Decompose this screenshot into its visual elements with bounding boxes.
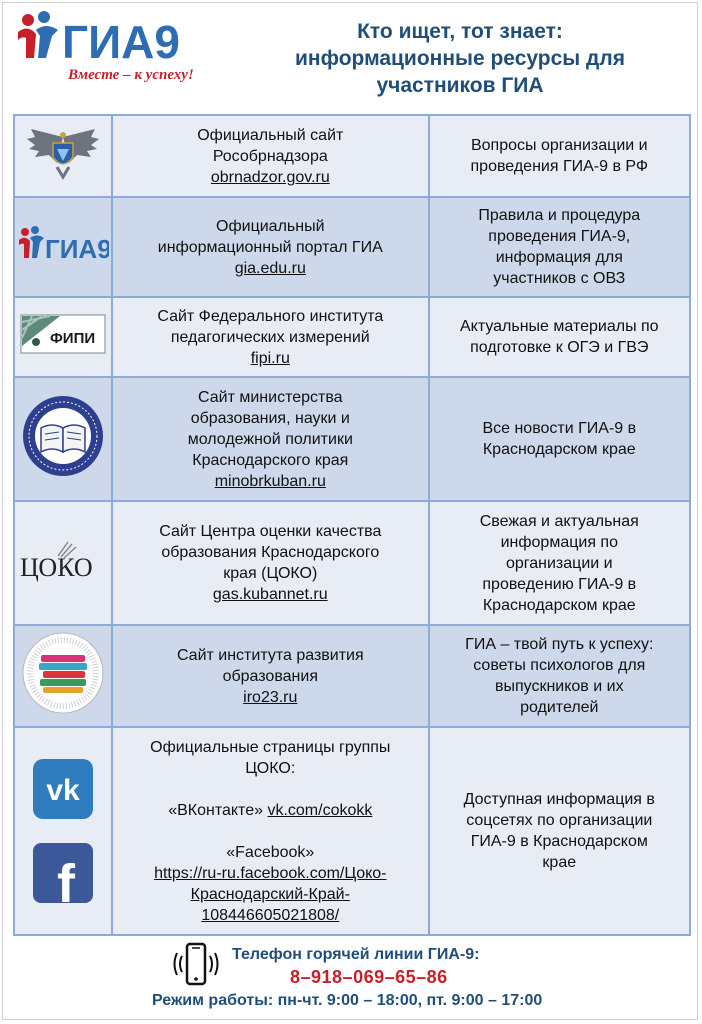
facebook-link-line-1[interactable]: https://ru-ru.facebook.com/Цоко- xyxy=(154,864,387,882)
vk-icon[interactable] xyxy=(32,758,94,820)
gas-kubannet-link[interactable]: gas.kubannet.ru xyxy=(212,586,328,603)
desc-cell: Свежая и актуальная информация по организации и проведению ГИА-9 в Краснодарском крае xyxy=(429,501,690,625)
vk-line: «ВКонтакте» vk.com/cokokk xyxy=(168,801,373,819)
desc-cell: Все новости ГИА-9 в Краснодарском крае xyxy=(429,377,690,501)
minobrkuban-link[interactable]: minobrkuban.ru xyxy=(214,472,326,490)
work-hours: Режим работы: пн-чт. 9:00 – 18:00, пт. 9:00 – 17:00 xyxy=(152,992,543,1009)
coko-logo-icon xyxy=(18,538,108,582)
gia-edu-link[interactable]: gia.edu.ru xyxy=(234,259,306,277)
desc-cell: Вопросы организации и проведения ГИА-9 в РФ xyxy=(429,115,690,197)
table-row xyxy=(14,501,690,625)
row-icon-cell xyxy=(14,625,112,727)
site-cell: Сайт министерства образования, науки и молодежной политики Краснодарского края minobrkuban.ru xyxy=(112,377,429,501)
gia9-logo-icon xyxy=(14,10,224,66)
fipi-link[interactable]: fipi.ru xyxy=(250,349,290,367)
title-line-1: Кто ищет, тот знает: xyxy=(357,20,563,43)
page-title xyxy=(240,18,680,99)
desc-cell: Правила и процедура проведения ГИА-9, информация для участников с ОВЗ xyxy=(429,197,690,297)
gia9-logo-icon xyxy=(17,222,109,266)
svg-text:ФИПИ: ФИПИ xyxy=(50,330,96,347)
row-icon-cell xyxy=(14,377,112,501)
resources-table xyxy=(13,114,691,936)
facebook-link-line-2[interactable]: Краснодарский-Край- xyxy=(190,885,350,903)
table-row xyxy=(14,297,690,377)
svg-text:f: f xyxy=(57,854,75,904)
title-line-3: участников ГИА xyxy=(376,74,544,97)
site-cell: Официальные страницы группы ЦОКО: «ВКонтакте» vk.com/cokokk «Facebook» https://ru-ru.facebook.com/Цоко- Краснодарский-Край- 108446605021808/ xyxy=(112,727,429,935)
title-line-2: информационные ресурсы для xyxy=(295,47,625,70)
row-icon-cell xyxy=(14,115,112,197)
table-row xyxy=(14,115,690,197)
desc-cell: Доступная информация в соцсетях по организации ГИА-9 в Краснодарском крае xyxy=(429,727,690,935)
site-cell: Официальный информационный портал ГИА gia.edu.ru xyxy=(112,197,429,297)
svg-text:vk: vk xyxy=(46,774,80,807)
obrnadzor-link[interactable]: obrnadzor.gov.ru xyxy=(210,168,330,186)
svg-text:ЦОКО: ЦОКО xyxy=(20,553,93,582)
row-icon-cell xyxy=(14,727,112,935)
table-row xyxy=(14,625,690,727)
hotline-label: Телефон горячей линии ГИА-9: xyxy=(232,946,480,963)
rosobrnadzor-emblem-icon xyxy=(23,123,103,183)
iro-books-emblem-icon xyxy=(21,631,105,715)
row-icon-cell xyxy=(14,501,112,625)
gia9-logo xyxy=(14,10,224,90)
site-cell: Официальный сайт Рособрнадзора obrnadzor.gov.ru xyxy=(112,115,429,197)
site-cell: Сайт института развития образования iro23.ru xyxy=(112,625,429,727)
fipi-logo-icon xyxy=(20,314,106,354)
desc-cell: Актуальные материалы по подготовке к ОГЭ и ГВЭ xyxy=(429,297,690,377)
table-row xyxy=(14,377,690,501)
svg-text:ГИА9: ГИА9 xyxy=(62,16,180,66)
facebook-link-line-3[interactable]: 108446605021808/ xyxy=(201,906,340,924)
svg-text:ГИА9: ГИА9 xyxy=(45,234,109,264)
table-row xyxy=(14,727,690,935)
facebook-icon[interactable] xyxy=(32,842,94,904)
site-cell: Сайт Федерального института педагогических измерений fipi.ru xyxy=(112,297,429,377)
row-icon-cell xyxy=(14,297,112,377)
logo-slogan: Вместе – к успеху! xyxy=(68,67,194,83)
site-cell: Сайт Центра оценки качества образования Краснодарского края (ЦОКО) gas.kubannet.ru xyxy=(112,501,429,625)
row-icon-cell xyxy=(14,197,112,297)
table-row xyxy=(14,197,690,297)
ministry-book-emblem-icon xyxy=(21,394,105,478)
hotline-number[interactable]: 8–918–069–65–86 xyxy=(290,967,448,987)
vk-link[interactable]: vk.com/cokokk xyxy=(267,801,373,819)
phone-icon xyxy=(172,942,220,988)
iro23-link[interactable]: iro23.ru xyxy=(243,688,298,706)
desc-cell: ГИА – твой путь к успеху: советы психологов для выпускников и их родителей xyxy=(429,625,690,727)
